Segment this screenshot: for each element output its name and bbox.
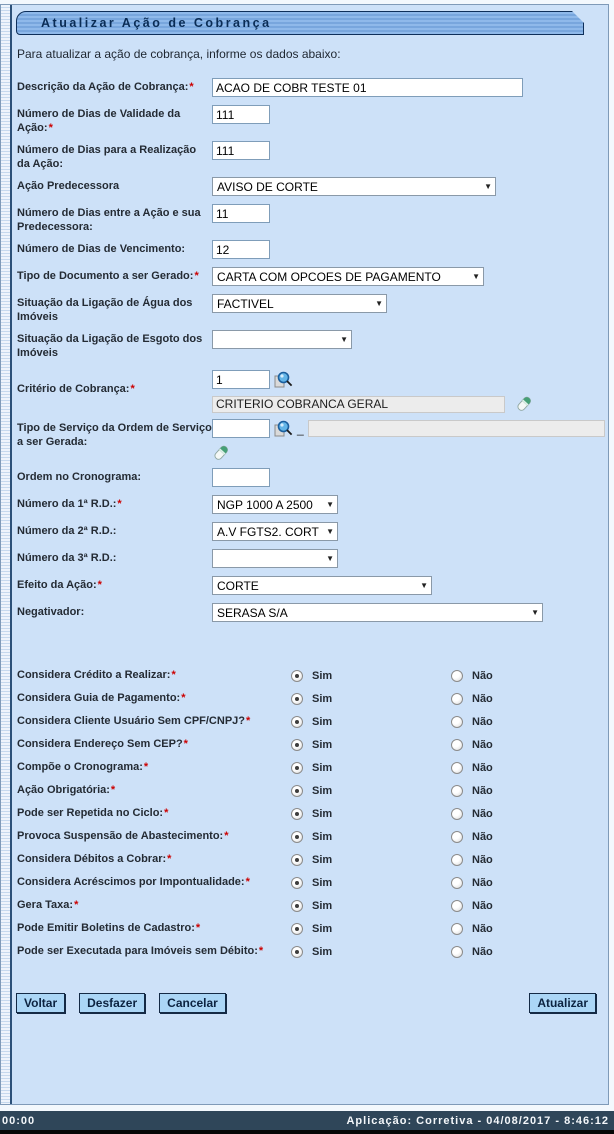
nao-option	[451, 785, 493, 797]
sim-radio[interactable]	[291, 900, 303, 912]
radio-row	[17, 687, 605, 710]
sim-radio[interactable]	[291, 670, 303, 682]
field-ordem-cronograma-row	[17, 468, 605, 489]
field-negativador-row	[17, 603, 605, 624]
radio-group-label: Considera Endereço Sem CEP?	[17, 738, 183, 750]
nao-option	[451, 923, 493, 935]
field-situacao-esgoto-row	[17, 330, 605, 360]
field-label: Número da 1ª R.D.:	[17, 498, 117, 510]
radio-row	[17, 894, 605, 917]
select-value: FACTIVEL	[217, 296, 274, 311]
dias-validade-input[interactable]	[212, 105, 270, 124]
sim-radio[interactable]	[291, 854, 303, 866]
radio-option-label: Sim	[312, 876, 333, 889]
nao-radio[interactable]	[451, 877, 463, 889]
field-label: Tipo de Documento a ser Gerado:	[17, 270, 194, 282]
session-timer: 00:00	[2, 1114, 36, 1127]
nao-radio[interactable]	[451, 716, 463, 728]
radio-option-label: Sim	[312, 761, 333, 774]
acao-predecessora-select[interactable]	[212, 177, 496, 196]
radio-row	[17, 871, 605, 894]
required-marker: *	[258, 945, 264, 957]
radio-row	[17, 917, 605, 940]
nao-option	[451, 900, 493, 912]
sim-radio[interactable]	[291, 877, 303, 889]
select-value: CARTA COM OPCOES DE PAGAMENTO	[217, 269, 441, 284]
nao-option	[451, 670, 493, 682]
nao-option	[451, 854, 493, 866]
cancelar-button[interactable]: Cancelar	[159, 993, 226, 1013]
dias-entre-input[interactable]	[212, 204, 270, 223]
situacao-agua-select[interactable]	[212, 294, 387, 313]
ordem-cronograma-input[interactable]	[212, 468, 270, 487]
radio-option-label: Não	[472, 738, 493, 751]
radio-option-label: Sim	[312, 830, 333, 843]
sim-option	[291, 762, 451, 774]
sim-radio[interactable]	[291, 923, 303, 935]
required-marker: *	[117, 498, 122, 510]
field-situacao-agua-row	[17, 294, 605, 324]
nao-radio[interactable]	[451, 693, 463, 705]
radio-option-label: Não	[472, 784, 493, 797]
tipo-documento-select[interactable]	[212, 267, 484, 286]
radio-group-label: Compõe o Cronograma:	[17, 761, 143, 773]
field-rd3-row	[17, 549, 605, 570]
radio-row	[17, 710, 605, 733]
field-label: Número da 3ª R.D.:	[17, 552, 117, 564]
radio-option-label: Não	[472, 715, 493, 728]
search-icon[interactable]	[274, 419, 293, 438]
required-marker: *	[167, 853, 172, 865]
bottom-border	[0, 1130, 614, 1134]
required-marker: *	[130, 383, 135, 395]
field-label: Ordem no Cronograma:	[17, 471, 142, 483]
select-value: CORTE	[217, 578, 259, 593]
negativador-select[interactable]	[212, 603, 543, 622]
radio-row	[17, 848, 605, 871]
sim-option	[291, 831, 451, 843]
dias-vencimento-input[interactable]	[212, 240, 270, 259]
radio-row	[17, 733, 605, 756]
field-suffix: _	[297, 421, 304, 436]
nao-radio[interactable]	[451, 946, 463, 958]
nao-option	[451, 877, 493, 889]
field-criterio-row	[17, 370, 605, 413]
tipo-servico-code-input[interactable]	[212, 419, 270, 438]
required-marker: *	[97, 579, 102, 591]
atualizar-button[interactable]: Atualizar	[529, 993, 596, 1013]
radio-group-label: Considera Débitos a Cobrar:	[17, 853, 167, 865]
field-label: Descrição da Ação de Cobrança:	[17, 81, 189, 93]
form	[15, 78, 605, 624]
field-label: Critério de Cobrança:	[17, 383, 130, 395]
nao-option	[451, 808, 493, 820]
eraser-icon[interactable]	[515, 395, 533, 413]
app-info: Aplicação: Corretiva - 04/08/2017 - 8:46:12	[346, 1114, 609, 1127]
radio-option-label: Sim	[312, 669, 333, 682]
radio-option-label: Sim	[312, 945, 333, 958]
required-marker: *	[143, 761, 149, 773]
field-efeito-row	[17, 576, 605, 597]
radio-row	[17, 756, 605, 779]
radio-option-label: Sim	[312, 715, 333, 728]
sim-option	[291, 716, 451, 728]
required-marker: *	[246, 715, 251, 727]
required-marker: *	[164, 807, 169, 819]
radio-option-label: Não	[472, 945, 493, 958]
field-label: Situação da Ligação de Água dos Imóveis	[17, 297, 193, 323]
field-dias-entre-row	[17, 204, 605, 234]
nao-option	[451, 946, 493, 958]
situacao-esgoto-select[interactable]	[212, 330, 352, 349]
field-label: Ação Predecessora	[17, 180, 120, 192]
radio-group-label: Considera Crédito a Realizar:	[17, 669, 171, 681]
radio-group-label: Considera Acréscimos por Impontualidade:	[17, 876, 245, 888]
radio-option-label: Não	[472, 830, 493, 843]
radio-group-label: Pode Emitir Boletins de Cadastro:	[17, 922, 195, 934]
button-bar	[16, 993, 596, 1013]
field-label: Número de Dias de Validade da Ação:	[17, 108, 181, 134]
chevron-down-icon: ▼	[375, 299, 383, 308]
field-rd2-row	[17, 522, 605, 543]
field-acao-predecessora-row	[17, 177, 605, 198]
radio-row	[17, 825, 605, 848]
nao-option	[451, 762, 493, 774]
criterio-description-field: CRITERIO COBRANCA GERAL	[212, 396, 505, 413]
search-icon[interactable]	[274, 370, 293, 389]
select-value: NGP 1000 A 2500	[217, 497, 313, 512]
nao-option	[451, 693, 493, 705]
radio-row	[17, 802, 605, 825]
desfazer-button[interactable]: Desfazer	[79, 993, 145, 1013]
chevron-down-icon: ▼	[326, 500, 334, 509]
radio-option-label: Não	[472, 807, 493, 820]
select-value: SERASA S/A	[217, 605, 288, 620]
radio-group-label: Considera Cliente Usuário Sem CPF/CNPJ?	[17, 715, 245, 727]
field-label: Número de Dias para a Realização da Ação:	[17, 144, 197, 170]
radio-option-label: Não	[472, 899, 493, 912]
sim-radio[interactable]	[291, 785, 303, 797]
eraser-icon[interactable]	[212, 444, 230, 462]
required-marker: *	[171, 669, 176, 681]
field-descricao-row	[17, 78, 605, 99]
radio-option-label: Não	[472, 922, 493, 935]
required-marker: *	[194, 270, 199, 282]
radio-group-label: Provoca Suspensão de Abastecimento:	[17, 830, 224, 842]
nao-option	[451, 739, 493, 751]
select-value: A.V FGTS2. CORT	[217, 524, 319, 539]
sim-option	[291, 785, 451, 797]
radio-option-label: Sim	[312, 692, 333, 705]
nao-radio[interactable]	[451, 762, 463, 774]
sim-radio[interactable]	[291, 831, 303, 843]
sim-radio[interactable]	[291, 739, 303, 751]
field-tipo-documento-row	[17, 267, 605, 288]
nao-option	[451, 716, 493, 728]
radio-option-label: Não	[472, 853, 493, 866]
required-marker: *	[189, 81, 194, 93]
page-title-bar	[16, 11, 584, 35]
field-tipo-servico-row	[17, 419, 605, 462]
rd1-select[interactable]	[212, 495, 338, 514]
select-value: AVISO DE CORTE	[217, 179, 318, 194]
field-label: Negativador:	[17, 606, 85, 618]
radio-row	[17, 779, 605, 802]
efeito-select[interactable]	[212, 576, 432, 595]
radio-row	[17, 664, 605, 687]
field-dias-vencimento-row	[17, 240, 605, 261]
sim-option	[291, 877, 451, 889]
radio-row	[17, 940, 605, 963]
radio-option-label: Sim	[312, 807, 333, 820]
sim-radio[interactable]	[291, 946, 303, 958]
sim-option	[291, 670, 451, 682]
nao-option	[451, 831, 493, 843]
chevron-down-icon: ▼	[472, 272, 480, 281]
required-marker: *	[74, 899, 79, 911]
sim-radio[interactable]	[291, 693, 303, 705]
required-marker: *	[110, 784, 116, 796]
radio-group-label: Ação Obrigatória:	[17, 784, 110, 796]
sim-option	[291, 923, 451, 935]
nao-radio[interactable]	[451, 739, 463, 751]
nao-radio[interactable]	[451, 808, 463, 820]
nao-radio[interactable]	[451, 854, 463, 866]
radio-group-label: Gera Taxa:	[17, 899, 74, 911]
rd2-select[interactable]	[212, 522, 338, 541]
sim-radio[interactable]	[291, 762, 303, 774]
radio-option-label: Não	[472, 761, 493, 774]
nao-radio[interactable]	[451, 900, 463, 912]
page-title: Atualizar Ação de Cobrança	[41, 16, 272, 30]
page-frame	[0, 4, 609, 1105]
sim-option	[291, 854, 451, 866]
field-label: Número da 2ª R.D.:	[17, 525, 117, 537]
sim-radio[interactable]	[291, 716, 303, 728]
radio-group-label: Pode ser Repetida no Ciclo:	[17, 807, 164, 819]
radio-option-label: Sim	[312, 738, 333, 751]
form-instructions: Para atualizar a ação de cobrança, informe os dados abaixo:	[17, 47, 341, 61]
sim-option	[291, 946, 451, 958]
radio-option-label: Não	[472, 669, 493, 682]
field-label: Efeito da Ação:	[17, 579, 97, 591]
sim-option	[291, 739, 451, 751]
sim-radio[interactable]	[291, 808, 303, 820]
page-border-decoration	[1, 5, 12, 1104]
tipo-servico-description-field	[308, 420, 605, 437]
nao-radio[interactable]	[451, 923, 463, 935]
criterio-code-input[interactable]	[212, 370, 270, 389]
radio-option-label: Não	[472, 876, 493, 889]
required-marker: *	[245, 876, 250, 888]
radio-option-label: Sim	[312, 784, 333, 797]
field-label: Número de Dias de Vencimento:	[17, 243, 186, 255]
radio-section	[15, 664, 605, 963]
chevron-down-icon: ▼	[484, 182, 492, 191]
nao-radio[interactable]	[451, 785, 463, 797]
field-label: Tipo de Serviço da Ordem de Serviço a ser Gerada:	[17, 422, 212, 448]
field-label: Situação da Ligação de Esgoto dos Imóveis	[17, 333, 203, 359]
radio-group-label: Pode ser Executada para Imóveis sem Débito:	[17, 945, 258, 957]
chevron-down-icon: ▼	[420, 581, 428, 590]
nao-radio[interactable]	[451, 670, 463, 682]
sim-option	[291, 808, 451, 820]
radio-option-label: Sim	[312, 922, 333, 935]
voltar-button[interactable]: Voltar	[16, 993, 65, 1013]
nao-radio[interactable]	[451, 831, 463, 843]
required-marker: *	[181, 692, 186, 704]
required-marker: *	[224, 830, 229, 842]
descricao-input[interactable]	[212, 78, 523, 97]
required-marker: *	[195, 922, 201, 934]
required-marker: *	[48, 122, 53, 134]
sim-option	[291, 900, 451, 912]
chevron-down-icon: ▼	[340, 335, 348, 344]
field-label: Número de Dias entre a Ação e sua Predecessora:	[17, 207, 201, 233]
chevron-down-icon: ▼	[531, 608, 539, 617]
field-rd1-row	[17, 495, 605, 516]
footer-bar	[0, 1111, 614, 1130]
chevron-down-icon: ▼	[326, 527, 334, 536]
sim-option	[291, 693, 451, 705]
radio-option-label: Sim	[312, 899, 333, 912]
chevron-down-icon: ▼	[326, 554, 334, 563]
radio-group-label: Considera Guia de Pagamento:	[17, 692, 181, 704]
radio-option-label: Não	[472, 692, 493, 705]
field-dias-realizacao-row	[17, 141, 605, 171]
field-dias-validade-row	[17, 105, 605, 135]
radio-option-label: Sim	[312, 853, 333, 866]
rd3-select[interactable]	[212, 549, 338, 568]
required-marker: *	[183, 738, 188, 750]
dias-realizacao-input[interactable]	[212, 141, 270, 160]
